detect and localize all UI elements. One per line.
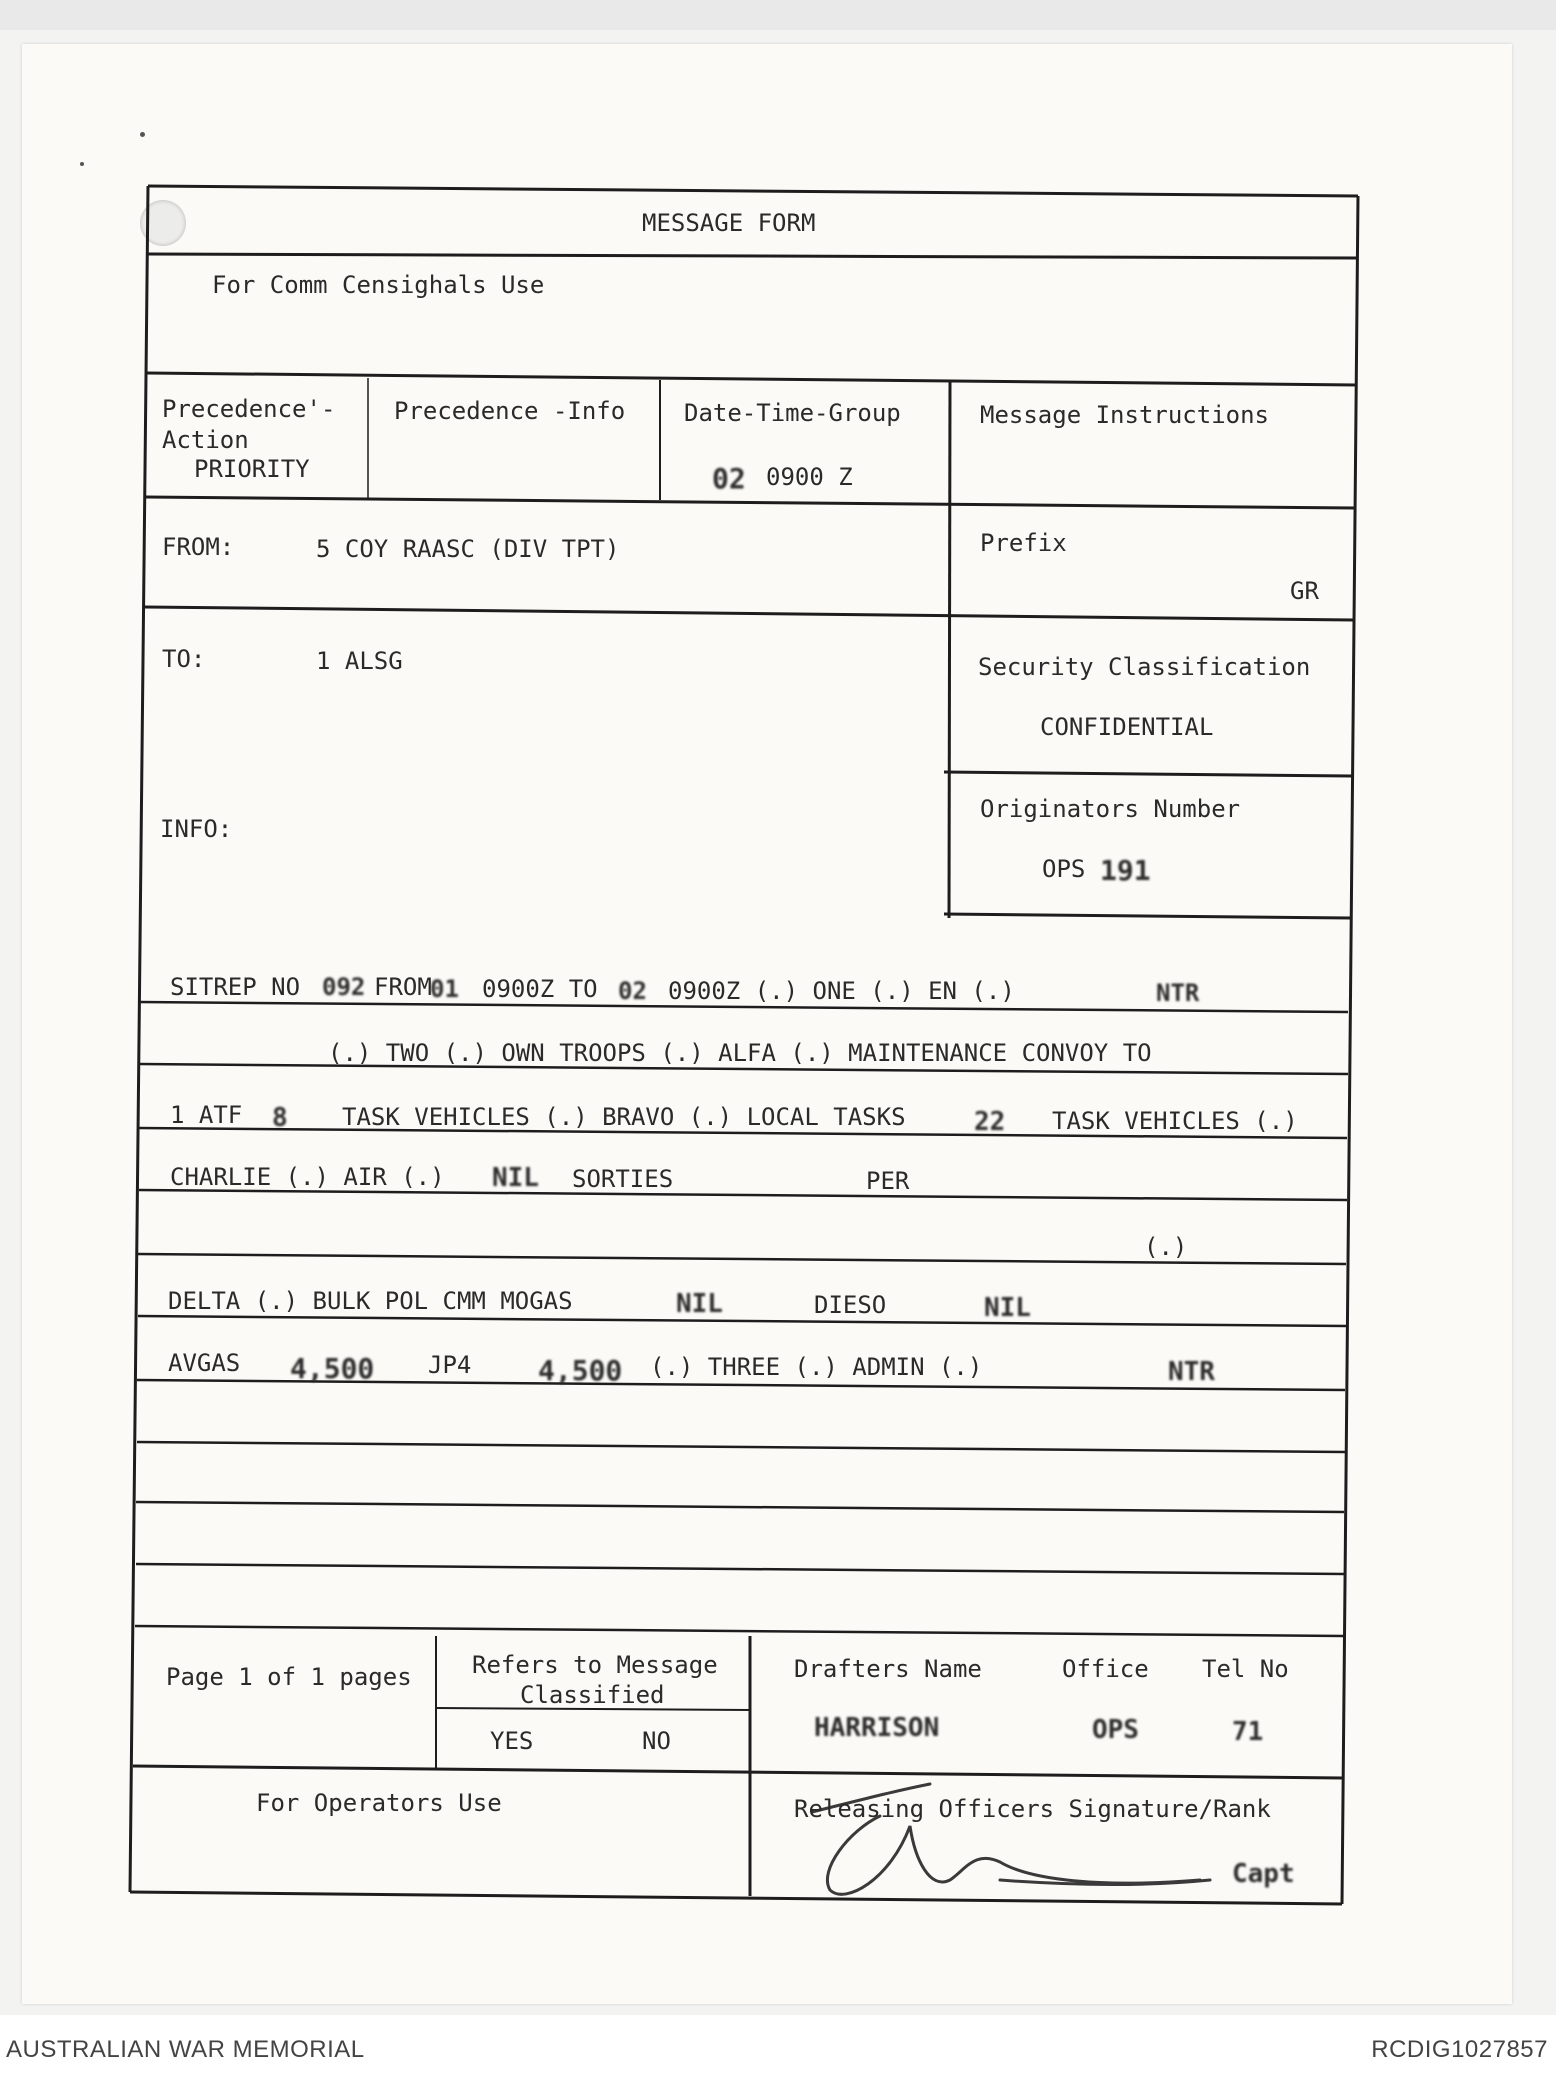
office-value: OPS bbox=[1092, 1715, 1139, 1745]
msg-line2: (.) TWO (.) OWN TROOPS (.) ALFA (.) MAINTENANCE CONVOY TO bbox=[328, 1039, 1152, 1067]
msg-line7-c: (.) THREE (.) ADMIN (.) bbox=[650, 1353, 983, 1381]
prefix-value: GR bbox=[1290, 577, 1319, 605]
msg-dieso-value: NIL bbox=[984, 1293, 1031, 1323]
page-count-label: Page 1 of 1 pages bbox=[166, 1663, 412, 1691]
precedence-action-value: PRIORITY bbox=[194, 455, 310, 483]
msg-line6-b: DIESO bbox=[814, 1291, 887, 1319]
to-label: TO: bbox=[162, 645, 206, 673]
dtg-label: Date-Time-Group bbox=[684, 399, 901, 427]
archive-id: RCDIG1027857 bbox=[1371, 2036, 1548, 2063]
msg-local-vehicles: 22 bbox=[974, 1107, 1006, 1137]
dtg-day: 02 bbox=[712, 462, 746, 495]
yes-option: YES bbox=[490, 1727, 534, 1755]
originators-number-label: Originators Number bbox=[980, 795, 1241, 823]
msg-jp4-value: 4,500 bbox=[538, 1354, 623, 1387]
to-value: 1 ALSG bbox=[316, 647, 403, 675]
refers-label: Refers to Message bbox=[472, 1651, 718, 1679]
drafter-value: HARRISON bbox=[814, 1713, 940, 1743]
msg-line1-b: FROM bbox=[374, 973, 432, 1001]
instructions-label: Message Instructions bbox=[980, 401, 1269, 429]
tel-value: 71 bbox=[1232, 1717, 1264, 1747]
no-option: NO bbox=[642, 1727, 671, 1755]
precedence-info-label: Precedence -Info bbox=[394, 397, 626, 425]
releasing-officer-label: Releasing Officers Signature/Rank bbox=[794, 1795, 1271, 1823]
msg-line1-a: SITREP NO bbox=[170, 973, 301, 1001]
prefix-label: Prefix bbox=[980, 529, 1067, 557]
info-label: INFO: bbox=[160, 815, 233, 843]
tel-label: Tel No bbox=[1202, 1655, 1289, 1683]
msg-line3-a: 1 ATF bbox=[170, 1101, 243, 1129]
msg-to-day: 02 bbox=[618, 977, 647, 1005]
precedence-action-label: Precedence'- bbox=[162, 395, 336, 423]
msg-line4-a: CHARLIE (.) AIR (.) bbox=[170, 1163, 445, 1191]
officer-rank: Capt bbox=[1232, 1859, 1295, 1889]
msg-line3-b: TASK VEHICLES (.) BRAVO (.) LOCAL TASKS bbox=[342, 1103, 906, 1131]
security-label: Security Classification bbox=[978, 653, 1311, 681]
msg-line1-c: 0900Z TO bbox=[482, 975, 598, 1003]
security-value: CONFIDENTIAL bbox=[1040, 713, 1214, 741]
dtg-time: 0900 Z bbox=[766, 463, 853, 491]
msg-sitrep-no: 092 bbox=[322, 973, 366, 1001]
msg-line7-a: AVGAS bbox=[168, 1349, 241, 1377]
from-value: 5 COY RAASC (DIV TPT) bbox=[316, 535, 620, 563]
from-label: FROM: bbox=[162, 533, 235, 561]
msg-line4-b: SORTIES bbox=[572, 1165, 674, 1193]
office-label: Office bbox=[1062, 1655, 1149, 1683]
msg-line4-c: PER bbox=[866, 1167, 910, 1195]
msg-from-day: 01 bbox=[430, 975, 459, 1003]
msg-line7-b: JP4 bbox=[428, 1351, 472, 1379]
msg-line6-a: DELTA (.) BULK POL CMM MOGAS bbox=[168, 1287, 573, 1315]
drafter-label: Drafters Name bbox=[794, 1655, 982, 1683]
msg-en-value: NTR bbox=[1156, 979, 1200, 1007]
msg-avgas-value: 4,500 bbox=[290, 1352, 375, 1385]
msg-admin-value: NTR bbox=[1168, 1357, 1215, 1387]
archive-credit: AUSTRALIAN WAR MEMORIAL bbox=[6, 2036, 365, 2063]
msg-sorties-value: NIL bbox=[492, 1163, 539, 1193]
comm-use-label: For Comm Censighals Use bbox=[212, 271, 545, 299]
msg-line3-c: TASK VEHICLES (.) bbox=[1052, 1107, 1298, 1135]
originators-prefix: OPS bbox=[1042, 855, 1086, 883]
msg-line1-d: 0900Z (.) ONE (.) EN (.) bbox=[668, 977, 1015, 1005]
originators-number: 191 bbox=[1100, 854, 1151, 887]
classified-label: Classified bbox=[520, 1681, 665, 1709]
msg-line5: (.) bbox=[1144, 1233, 1188, 1261]
msg-atf-vehicles: 8 bbox=[272, 1103, 288, 1133]
form-title: MESSAGE FORM bbox=[642, 209, 816, 237]
action-label: Action bbox=[162, 426, 249, 454]
msg-mogas-value: NIL bbox=[676, 1289, 723, 1319]
operators-use-label: For Operators Use bbox=[256, 1789, 502, 1817]
